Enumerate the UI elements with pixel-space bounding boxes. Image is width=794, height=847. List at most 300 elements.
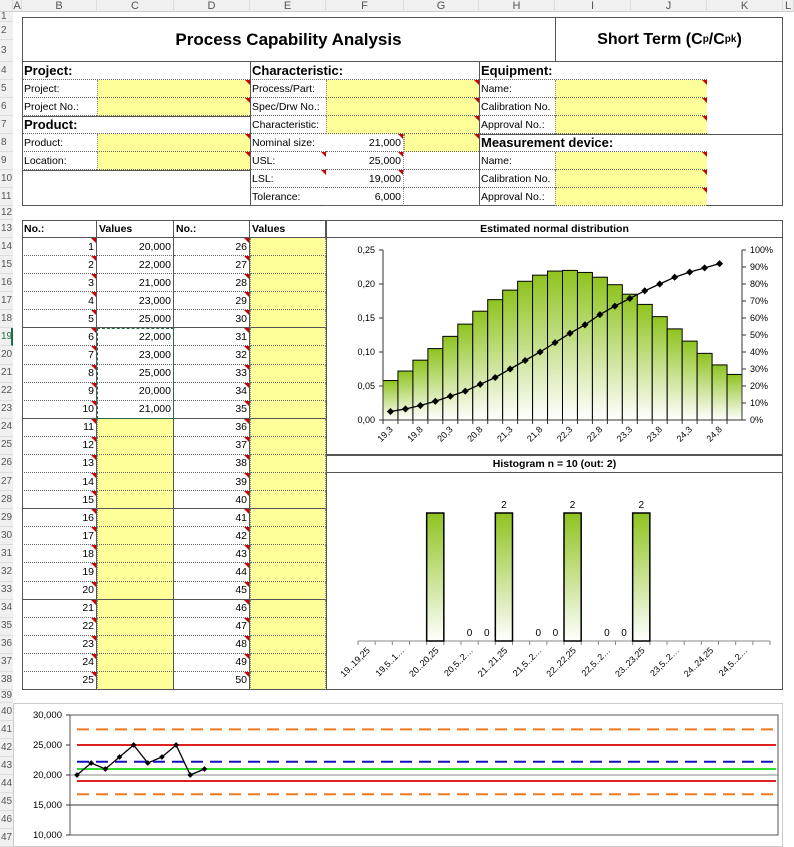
row-number: 36 bbox=[174, 419, 250, 437]
value-cell[interactable] bbox=[97, 545, 174, 563]
row-number: 17 bbox=[22, 527, 97, 545]
value-cell[interactable] bbox=[250, 401, 326, 419]
spec-note[interactable] bbox=[404, 170, 479, 188]
value-cell[interactable] bbox=[250, 563, 326, 581]
equipment-label: Calibration No. bbox=[479, 98, 555, 116]
column-header-B[interactable]: B bbox=[22, 0, 97, 12]
x-tick-label: 23,5..2… bbox=[648, 645, 681, 679]
value-cell[interactable] bbox=[250, 491, 326, 509]
row-number: 48 bbox=[174, 636, 250, 654]
row-number: 12 bbox=[22, 437, 97, 455]
chart-title: Histogram n = 10 (out: 2) bbox=[326, 455, 783, 473]
project-input[interactable] bbox=[97, 98, 250, 116]
value-cell[interactable] bbox=[250, 274, 326, 292]
row-header-14[interactable]: 14 bbox=[0, 238, 13, 256]
short-term-prefix: Short Term (C bbox=[597, 30, 703, 48]
spec-label: LSL: bbox=[250, 170, 326, 188]
table-header: Values bbox=[250, 220, 326, 238]
row-number: 2 bbox=[22, 256, 97, 274]
row-header-23[interactable]: 23 bbox=[0, 401, 13, 419]
value-cell[interactable] bbox=[97, 491, 174, 509]
column-header-A[interactable]: A bbox=[13, 0, 21, 12]
value-cell[interactable] bbox=[250, 365, 326, 383]
row-header-2[interactable]: 2 bbox=[0, 22, 13, 40]
row-header-8[interactable]: 8 bbox=[0, 134, 13, 152]
x-tick-label: 20,5..2… bbox=[442, 645, 475, 679]
row-number: 46 bbox=[174, 600, 250, 618]
row-header-42[interactable]: 42 bbox=[0, 739, 13, 757]
row-number: 22 bbox=[22, 618, 97, 636]
data-label: 0 bbox=[466, 628, 473, 639]
table-header: Values bbox=[97, 220, 174, 238]
row-number: 19 bbox=[22, 563, 97, 581]
cumulative-point bbox=[701, 264, 708, 271]
measurement-point bbox=[202, 766, 208, 772]
row-number: 16 bbox=[22, 509, 97, 527]
value-cell[interactable] bbox=[250, 527, 326, 545]
histogram-bar bbox=[633, 513, 650, 641]
x-tick-label: 23..23,25 bbox=[613, 645, 647, 679]
column-header-L[interactable]: L bbox=[783, 0, 794, 12]
row-header-34[interactable]: 34 bbox=[0, 600, 13, 618]
data-label: 0 bbox=[604, 628, 610, 639]
density-bar bbox=[682, 341, 697, 420]
density-bar bbox=[667, 329, 682, 420]
row-header-37[interactable]: 37 bbox=[0, 654, 13, 672]
density-bar bbox=[413, 360, 428, 420]
row-header-15[interactable]: 15 bbox=[0, 256, 13, 274]
row-header-44[interactable]: 44 bbox=[0, 775, 13, 793]
value-cell[interactable] bbox=[250, 419, 326, 437]
column-header-G[interactable]: G bbox=[404, 0, 479, 12]
value-cell[interactable] bbox=[250, 437, 326, 455]
product-input[interactable] bbox=[97, 152, 250, 170]
y2-tick-label: 100% bbox=[750, 245, 774, 255]
row-number: 38 bbox=[174, 455, 250, 473]
spec-label: Tolerance: bbox=[250, 188, 326, 206]
row-number: 25 bbox=[22, 672, 97, 690]
short-term-title bbox=[555, 17, 783, 62]
project-label: Project No.: bbox=[22, 98, 97, 116]
x-tick-label: 22,5..2… bbox=[579, 645, 613, 679]
x-tick-label: 22,8 bbox=[584, 424, 605, 444]
x-tick-label: 22,3 bbox=[554, 424, 575, 444]
row-header-1[interactable]: 1 bbox=[0, 12, 13, 22]
equipment-input[interactable] bbox=[555, 80, 707, 98]
row-header-47[interactable]: 47 bbox=[0, 829, 13, 847]
value-cell[interactable] bbox=[250, 509, 326, 527]
row-number: 4 bbox=[22, 292, 97, 310]
y2-tick-label: 10% bbox=[750, 398, 769, 408]
value-cell[interactable] bbox=[97, 672, 174, 690]
spec-value[interactable]: 25,000 bbox=[326, 152, 404, 170]
row-number: 33 bbox=[174, 365, 250, 383]
row-header-30[interactable]: 30 bbox=[0, 527, 13, 545]
characteristic-input[interactable] bbox=[326, 98, 479, 116]
data-label: 2 bbox=[501, 500, 507, 511]
characteristic-heading: Characteristic: bbox=[250, 62, 479, 80]
value-cell[interactable]: 20,000 bbox=[97, 383, 174, 401]
row-header-38[interactable]: 38 bbox=[0, 672, 13, 690]
row-header-9[interactable]: 9 bbox=[0, 152, 13, 170]
x-tick-label: 19,5..1… bbox=[373, 645, 407, 679]
row-number: 40 bbox=[174, 491, 250, 509]
copy-selection-marquee bbox=[97, 328, 174, 418]
row-number: 8 bbox=[22, 365, 97, 383]
table-header: No.: bbox=[22, 220, 97, 238]
spec-note[interactable] bbox=[404, 152, 479, 170]
report-title: Process Capability Analysis bbox=[175, 29, 402, 49]
row-number: 18 bbox=[22, 545, 97, 563]
row-number: 15 bbox=[22, 491, 97, 509]
value-cell[interactable]: 22,000 bbox=[97, 328, 174, 346]
row-number: 34 bbox=[174, 383, 250, 401]
value-cell[interactable] bbox=[97, 527, 174, 545]
x-tick-label: 20,8 bbox=[465, 424, 485, 444]
density-bar bbox=[518, 281, 533, 420]
row-number: 37 bbox=[174, 437, 250, 455]
value-cell[interactable] bbox=[250, 455, 326, 473]
x-tick-label: 19,8 bbox=[405, 424, 425, 444]
density-bar bbox=[563, 270, 578, 420]
row-header-21[interactable]: 21 bbox=[0, 365, 13, 383]
product-label: Product: bbox=[22, 134, 97, 152]
normal-distribution-plot[interactable] bbox=[326, 238, 783, 455]
divider bbox=[22, 170, 250, 171]
value-cell[interactable] bbox=[250, 383, 326, 401]
measurement-device-input[interactable] bbox=[555, 170, 707, 188]
y-tick-label: 0,25 bbox=[357, 245, 375, 255]
row-header-45[interactable]: 45 bbox=[0, 793, 13, 811]
value-cell[interactable] bbox=[97, 654, 174, 672]
row-header-28[interactable]: 28 bbox=[0, 491, 13, 509]
x-tick-label: 23,8 bbox=[644, 424, 665, 444]
row-header-13[interactable]: 13 bbox=[0, 220, 13, 238]
data-label: 0 bbox=[552, 628, 559, 639]
short-term-mid: /C bbox=[708, 30, 725, 48]
row-header-25[interactable]: 25 bbox=[0, 437, 13, 455]
characteristic-label: Spec/Drw No.: bbox=[250, 98, 326, 116]
value-cell[interactable] bbox=[250, 346, 326, 364]
row-header-41[interactable]: 41 bbox=[0, 721, 13, 739]
row-header-16[interactable]: 16 bbox=[0, 274, 13, 292]
y2-tick-label: 40% bbox=[750, 347, 769, 357]
value-cell[interactable] bbox=[250, 256, 326, 274]
characteristic-label: Characteristic: bbox=[250, 116, 326, 134]
data-label: 2 bbox=[569, 500, 576, 511]
spec-note[interactable] bbox=[404, 134, 479, 152]
density-bar bbox=[577, 272, 592, 420]
x-tick-label: 23,3 bbox=[614, 424, 635, 444]
data-label: 0 bbox=[621, 628, 627, 639]
value-cell[interactable]: 20,000 bbox=[97, 238, 174, 256]
row-header-27[interactable]: 27 bbox=[0, 473, 13, 491]
density-bar bbox=[727, 374, 742, 420]
measurement-point bbox=[187, 772, 193, 778]
measurement-device-input[interactable] bbox=[555, 152, 707, 170]
y2-tick-label: 60% bbox=[750, 313, 769, 323]
row-header-12[interactable]: 12 bbox=[0, 206, 13, 220]
x-tick-label: 21,8 bbox=[525, 424, 545, 444]
x-tick-label: 21,5..2… bbox=[510, 645, 544, 679]
y2-tick-label: 70% bbox=[750, 296, 769, 306]
density-bar bbox=[473, 311, 488, 420]
measurement-device-label: Name: bbox=[479, 152, 555, 170]
spec-label: USL: bbox=[250, 152, 326, 170]
y-tick-label: 30,000 bbox=[32, 710, 62, 721]
spec-value[interactable]: 19,000 bbox=[326, 170, 404, 188]
column-header-E[interactable]: E bbox=[250, 0, 326, 12]
row-header-5[interactable]: 5 bbox=[0, 80, 13, 98]
row-header-20[interactable]: 20 bbox=[0, 346, 13, 364]
value-cell[interactable] bbox=[97, 473, 174, 491]
data-label: 0 bbox=[483, 628, 490, 639]
row-number: 27 bbox=[174, 256, 250, 274]
spec-value[interactable]: 6,000 bbox=[326, 188, 404, 206]
measurement-device-input[interactable] bbox=[555, 188, 707, 206]
cumulative-point bbox=[671, 274, 678, 281]
row-header-39[interactable]: 39 bbox=[1, 690, 13, 701]
column-header-H[interactable]: H bbox=[479, 0, 555, 12]
measurement-line bbox=[77, 745, 204, 775]
density-bar bbox=[503, 290, 518, 420]
row-number: 32 bbox=[174, 346, 250, 364]
value-cell[interactable] bbox=[97, 509, 174, 527]
column-header-I[interactable]: I bbox=[555, 0, 631, 12]
y-tick-label: 0,05 bbox=[357, 381, 375, 391]
density-bar bbox=[443, 336, 458, 420]
density-bar bbox=[488, 300, 503, 420]
value-cell[interactable] bbox=[250, 600, 326, 618]
row-header-26[interactable]: 26 bbox=[0, 455, 13, 473]
chart-title: Estimated normal distribution bbox=[326, 220, 783, 238]
x-tick-label: 21,3 bbox=[495, 424, 515, 444]
spec-value[interactable]: 21,000 bbox=[326, 134, 404, 152]
value-cell[interactable] bbox=[250, 545, 326, 563]
row-header-43[interactable]: 43 bbox=[0, 757, 13, 775]
density-bar bbox=[637, 304, 652, 420]
row-header-4[interactable]: 4 bbox=[0, 62, 13, 80]
histogram-plot[interactable] bbox=[326, 473, 783, 690]
density-bar bbox=[652, 317, 667, 420]
characteristic-input[interactable] bbox=[326, 116, 479, 134]
measurement-device-heading: Measurement device: bbox=[479, 134, 707, 152]
value-cell[interactable]: 25,000 bbox=[97, 310, 174, 328]
row-number: 43 bbox=[174, 545, 250, 563]
y2-tick-label: 50% bbox=[750, 330, 769, 340]
row-number: 21 bbox=[22, 600, 97, 618]
value-cell[interactable] bbox=[97, 419, 174, 437]
row-number: 39 bbox=[174, 473, 250, 491]
cumulative-point bbox=[656, 280, 663, 287]
value-cell[interactable]: 21,000 bbox=[97, 274, 174, 292]
row-number: 6 bbox=[22, 328, 97, 346]
measurement-device-label: Calibration No. bbox=[479, 170, 555, 188]
row-number: 24 bbox=[22, 654, 97, 672]
row-header-24[interactable]: 24 bbox=[0, 419, 13, 437]
row-number: 44 bbox=[174, 563, 250, 581]
product-label: Location: bbox=[22, 152, 97, 170]
y-tick-label: 15,000 bbox=[32, 800, 62, 811]
data-label: 0 bbox=[535, 628, 542, 639]
row-header-46[interactable]: 46 bbox=[0, 811, 13, 829]
density-bar bbox=[622, 294, 637, 420]
equipment-input[interactable] bbox=[555, 116, 707, 134]
value-cell[interactable] bbox=[250, 238, 326, 256]
y-tick-label: 0,10 bbox=[357, 347, 375, 357]
value-cell[interactable] bbox=[250, 618, 326, 636]
density-bar bbox=[428, 349, 443, 420]
value-cell[interactable]: 25,000 bbox=[97, 365, 174, 383]
value-cell[interactable] bbox=[97, 582, 174, 600]
y2-tick-label: 20% bbox=[750, 381, 769, 391]
product-input[interactable] bbox=[97, 134, 250, 152]
column-header-D[interactable]: D bbox=[174, 0, 250, 12]
row-number: 35 bbox=[174, 401, 250, 419]
row-header-3[interactable]: 3 bbox=[0, 40, 13, 62]
characteristic-input[interactable] bbox=[326, 80, 479, 98]
row-number: 47 bbox=[174, 618, 250, 636]
histogram-bar bbox=[495, 513, 512, 641]
value-cell[interactable] bbox=[250, 654, 326, 672]
value-cell[interactable] bbox=[250, 636, 326, 654]
equipment-label: Approval No.: bbox=[479, 116, 555, 134]
y-tick-label: 0,00 bbox=[357, 415, 375, 425]
project-input[interactable] bbox=[97, 80, 250, 98]
x-tick-label: 21..21,25 bbox=[475, 645, 510, 679]
value-cell[interactable] bbox=[97, 636, 174, 654]
cumulative-point bbox=[686, 269, 693, 276]
row-number: 23 bbox=[22, 636, 97, 654]
row-header-29[interactable]: 29 bbox=[0, 509, 13, 527]
row-number: 49 bbox=[174, 654, 250, 672]
row-number: 26 bbox=[174, 238, 250, 256]
row-header-17[interactable]: 17 bbox=[0, 292, 13, 310]
value-cell[interactable]: 21,000 bbox=[97, 401, 174, 419]
x-tick-label: 24,8 bbox=[704, 424, 724, 444]
row-number: 50 bbox=[174, 672, 250, 690]
x-tick-label: 20..20,25 bbox=[407, 645, 441, 679]
y2-tick-label: 80% bbox=[750, 279, 769, 289]
value-cell[interactable] bbox=[97, 618, 174, 636]
row-number: 41 bbox=[174, 509, 250, 527]
short-term-sub1: p bbox=[702, 34, 709, 45]
row-number: 3 bbox=[22, 274, 97, 292]
histogram-bar bbox=[427, 513, 444, 641]
value-cell[interactable]: 23,000 bbox=[97, 346, 174, 364]
row-number: 14 bbox=[22, 473, 97, 491]
row-number: 10 bbox=[22, 401, 97, 419]
value-cell[interactable] bbox=[250, 328, 326, 346]
y2-tick-label: 0% bbox=[750, 415, 764, 425]
control-chart-plot[interactable] bbox=[13, 703, 783, 847]
column-header-C[interactable]: C bbox=[97, 0, 174, 12]
row-number: 9 bbox=[22, 383, 97, 401]
x-tick-label: 24,3 bbox=[674, 424, 695, 444]
value-cell[interactable] bbox=[250, 310, 326, 328]
x-tick-label: 22..22,25 bbox=[544, 645, 578, 679]
row-number: 31 bbox=[174, 328, 250, 346]
y2-tick-label: 30% bbox=[750, 364, 769, 374]
value-cell[interactable]: 23,000 bbox=[97, 292, 174, 310]
value-cell[interactable] bbox=[97, 437, 174, 455]
column-header-K[interactable]: K bbox=[707, 0, 783, 12]
row-header-33[interactable]: 33 bbox=[0, 582, 13, 600]
row-header-32[interactable]: 32 bbox=[0, 563, 13, 581]
row-header-22[interactable]: 22 bbox=[0, 383, 13, 401]
project-label: Project: bbox=[22, 80, 97, 98]
row-header-40[interactable]: 40 bbox=[0, 703, 13, 721]
x-tick-label: 20,3 bbox=[435, 424, 455, 444]
x-tick-label: 24,5..2… bbox=[716, 645, 750, 679]
row-number: 13 bbox=[22, 455, 97, 473]
density-bar bbox=[533, 275, 548, 420]
value-cell[interactable] bbox=[250, 473, 326, 491]
value-cell[interactable] bbox=[97, 455, 174, 473]
x-tick-label: 19,3 bbox=[375, 424, 395, 444]
y-tick-label: 0,20 bbox=[357, 279, 375, 289]
row-header-19[interactable]: 19 bbox=[0, 328, 13, 346]
density-bar bbox=[458, 324, 473, 420]
cumulative-point bbox=[641, 287, 648, 294]
value-cell[interactable] bbox=[250, 672, 326, 690]
value-cell[interactable]: 22,000 bbox=[97, 256, 174, 274]
value-cell[interactable] bbox=[250, 582, 326, 600]
spec-label: Nominal size: bbox=[250, 134, 326, 152]
row-number: 20 bbox=[22, 582, 97, 600]
row-header-10[interactable]: 10 bbox=[0, 170, 13, 188]
density-bar bbox=[592, 277, 607, 420]
row-number: 5 bbox=[22, 310, 97, 328]
row-header-35[interactable]: 35 bbox=[0, 618, 13, 636]
y-tick-label: 20,000 bbox=[32, 770, 62, 781]
value-cell[interactable] bbox=[97, 600, 174, 618]
equipment-input[interactable] bbox=[555, 98, 707, 116]
row-header-31[interactable]: 31 bbox=[0, 545, 13, 563]
row-header-36[interactable]: 36 bbox=[0, 636, 13, 654]
value-cell[interactable] bbox=[97, 563, 174, 581]
equipment-label: Name: bbox=[479, 80, 555, 98]
row-number: 42 bbox=[174, 527, 250, 545]
row-header-11[interactable]: 11 bbox=[0, 188, 13, 206]
column-header-J[interactable]: J bbox=[631, 0, 707, 12]
measurement-device-label: Approval No.: bbox=[479, 188, 555, 206]
spec-note[interactable] bbox=[404, 188, 479, 206]
density-bar bbox=[712, 365, 727, 420]
row-header-6[interactable]: 6 bbox=[0, 98, 13, 116]
short-term-suffix: ) bbox=[736, 30, 742, 48]
y-tick-label: 0,15 bbox=[357, 313, 375, 323]
row-header-7[interactable]: 7 bbox=[0, 116, 13, 134]
value-cell[interactable] bbox=[250, 292, 326, 310]
y-tick-label: 25,000 bbox=[32, 740, 62, 751]
row-header-18[interactable]: 18 bbox=[0, 310, 13, 328]
row-number: 7 bbox=[22, 346, 97, 364]
short-term-sub2: pk bbox=[724, 34, 737, 45]
data-label: 2 bbox=[638, 500, 645, 511]
x-tick-label: 19..19,25 bbox=[338, 645, 372, 679]
row-number: 11 bbox=[22, 419, 97, 437]
density-bar bbox=[398, 371, 413, 420]
table-header: No.: bbox=[174, 220, 250, 238]
cumulative-point bbox=[716, 260, 723, 267]
product-heading: Product: bbox=[22, 116, 250, 134]
project-heading: Project: bbox=[22, 62, 250, 80]
row-number: 30 bbox=[174, 310, 250, 328]
histogram-bar bbox=[564, 513, 581, 641]
density-bar bbox=[697, 353, 712, 420]
column-header-F[interactable]: F bbox=[326, 0, 404, 12]
